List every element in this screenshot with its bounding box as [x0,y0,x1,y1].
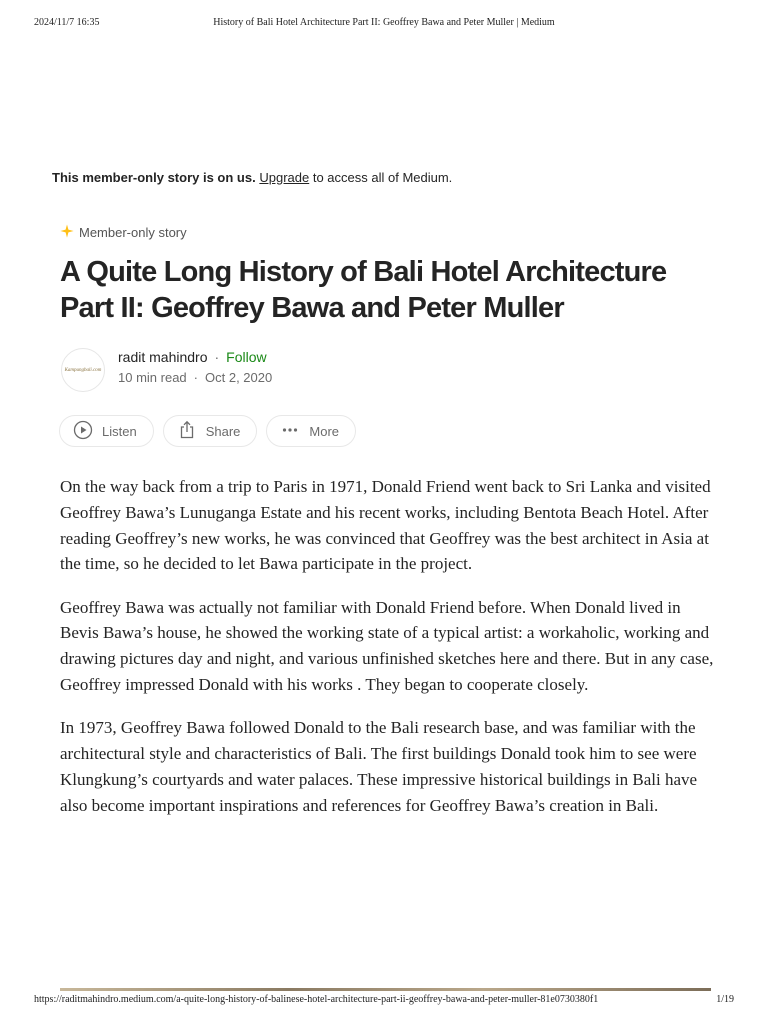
avatar-text: Kampungbali.com [64,367,102,373]
author-name[interactable]: radit mahindro [118,349,208,365]
article-body [60,474,715,836]
print-header [34,17,734,31]
member-banner [52,170,728,185]
byline-separator: · [214,349,220,365]
paragraph: Geoffrey Bawa was actually not familiar with Donald Friend before. When Donald lived in Bevis Bawa’s house, he showed the working state of a typical artist: a workaholic, working and drawing pictures day and night, and various unfinished sketches here and there. But in any case, Geoffrey impressed Donald with his works . They began to cooperate closely. [60,597,714,695]
print-page-number: 1/19 [716,994,734,1005]
avatar[interactable] [61,348,105,392]
paragraph: On the way back from a trip to Paris in 1971, Donald Friend went back to Sri Lanka and visited Geoffrey Bawa’s Lunuganga Estate and his recent works, including Bentota Beach Hotel. After reading Geoffrey’s new works, he was convinced that Geoffrey was the best architect in Asia at the time, so he decided to let Bawa participate in the project. [60,477,711,574]
action-bar [59,415,356,447]
follow-button[interactable]: Follow [226,349,267,365]
image-top-edge [60,988,711,991]
byline [118,348,272,385]
paragraph: In 1973, Geoffrey Bawa followed Donald to the Bali research base, and was familiar with the architectural style and characteristics of Bali. The first buildings Donald took him to see were Klungkung’s courtyards and water palaces. These impressive historical buildings in Bali have also become important inspirations and references for Geoffrey Bawa’s creation in Bali. [60,718,698,815]
banner-lead: This member-only story is on us. [52,170,256,185]
publish-date: Oct 2, 2020 [205,370,273,385]
print-page-title: History of Bali Hotel Architecture Part II: Geoffrey Bawa and Peter Muller | Medium [213,17,555,28]
more-icon [280,420,300,443]
play-icon [73,420,93,443]
print-footer [34,994,734,1008]
read-time: 10 min read [118,370,187,385]
banner-rest: to access all of Medium. [312,170,453,185]
member-only-tag [60,224,187,240]
print-datetime: 2024/11/7 16:35 [34,17,100,28]
share-label: Share [205,423,241,439]
print-url: https://raditmahindro.medium.com/a-quite-long-history-of-balinese-hotel-architecture-part-ii-geoffrey-bawa-and-peter-muller-81e0730380f1 [34,994,599,1005]
more-button[interactable] [266,415,356,447]
article-title: A Quite Long History of Bali Hotel Architecture Part II: Geoffrey Bawa and Peter Muller [60,256,667,324]
share-icon [177,420,197,443]
meta-separator: · [193,370,198,385]
more-label: More [309,423,340,439]
listen-button[interactable] [59,415,154,447]
upgrade-link[interactable]: Upgrade [259,170,310,185]
listen-label: Listen [102,423,137,439]
member-only-label: Member-only story [79,224,187,240]
star-icon [60,224,74,241]
share-button[interactable] [163,415,258,447]
